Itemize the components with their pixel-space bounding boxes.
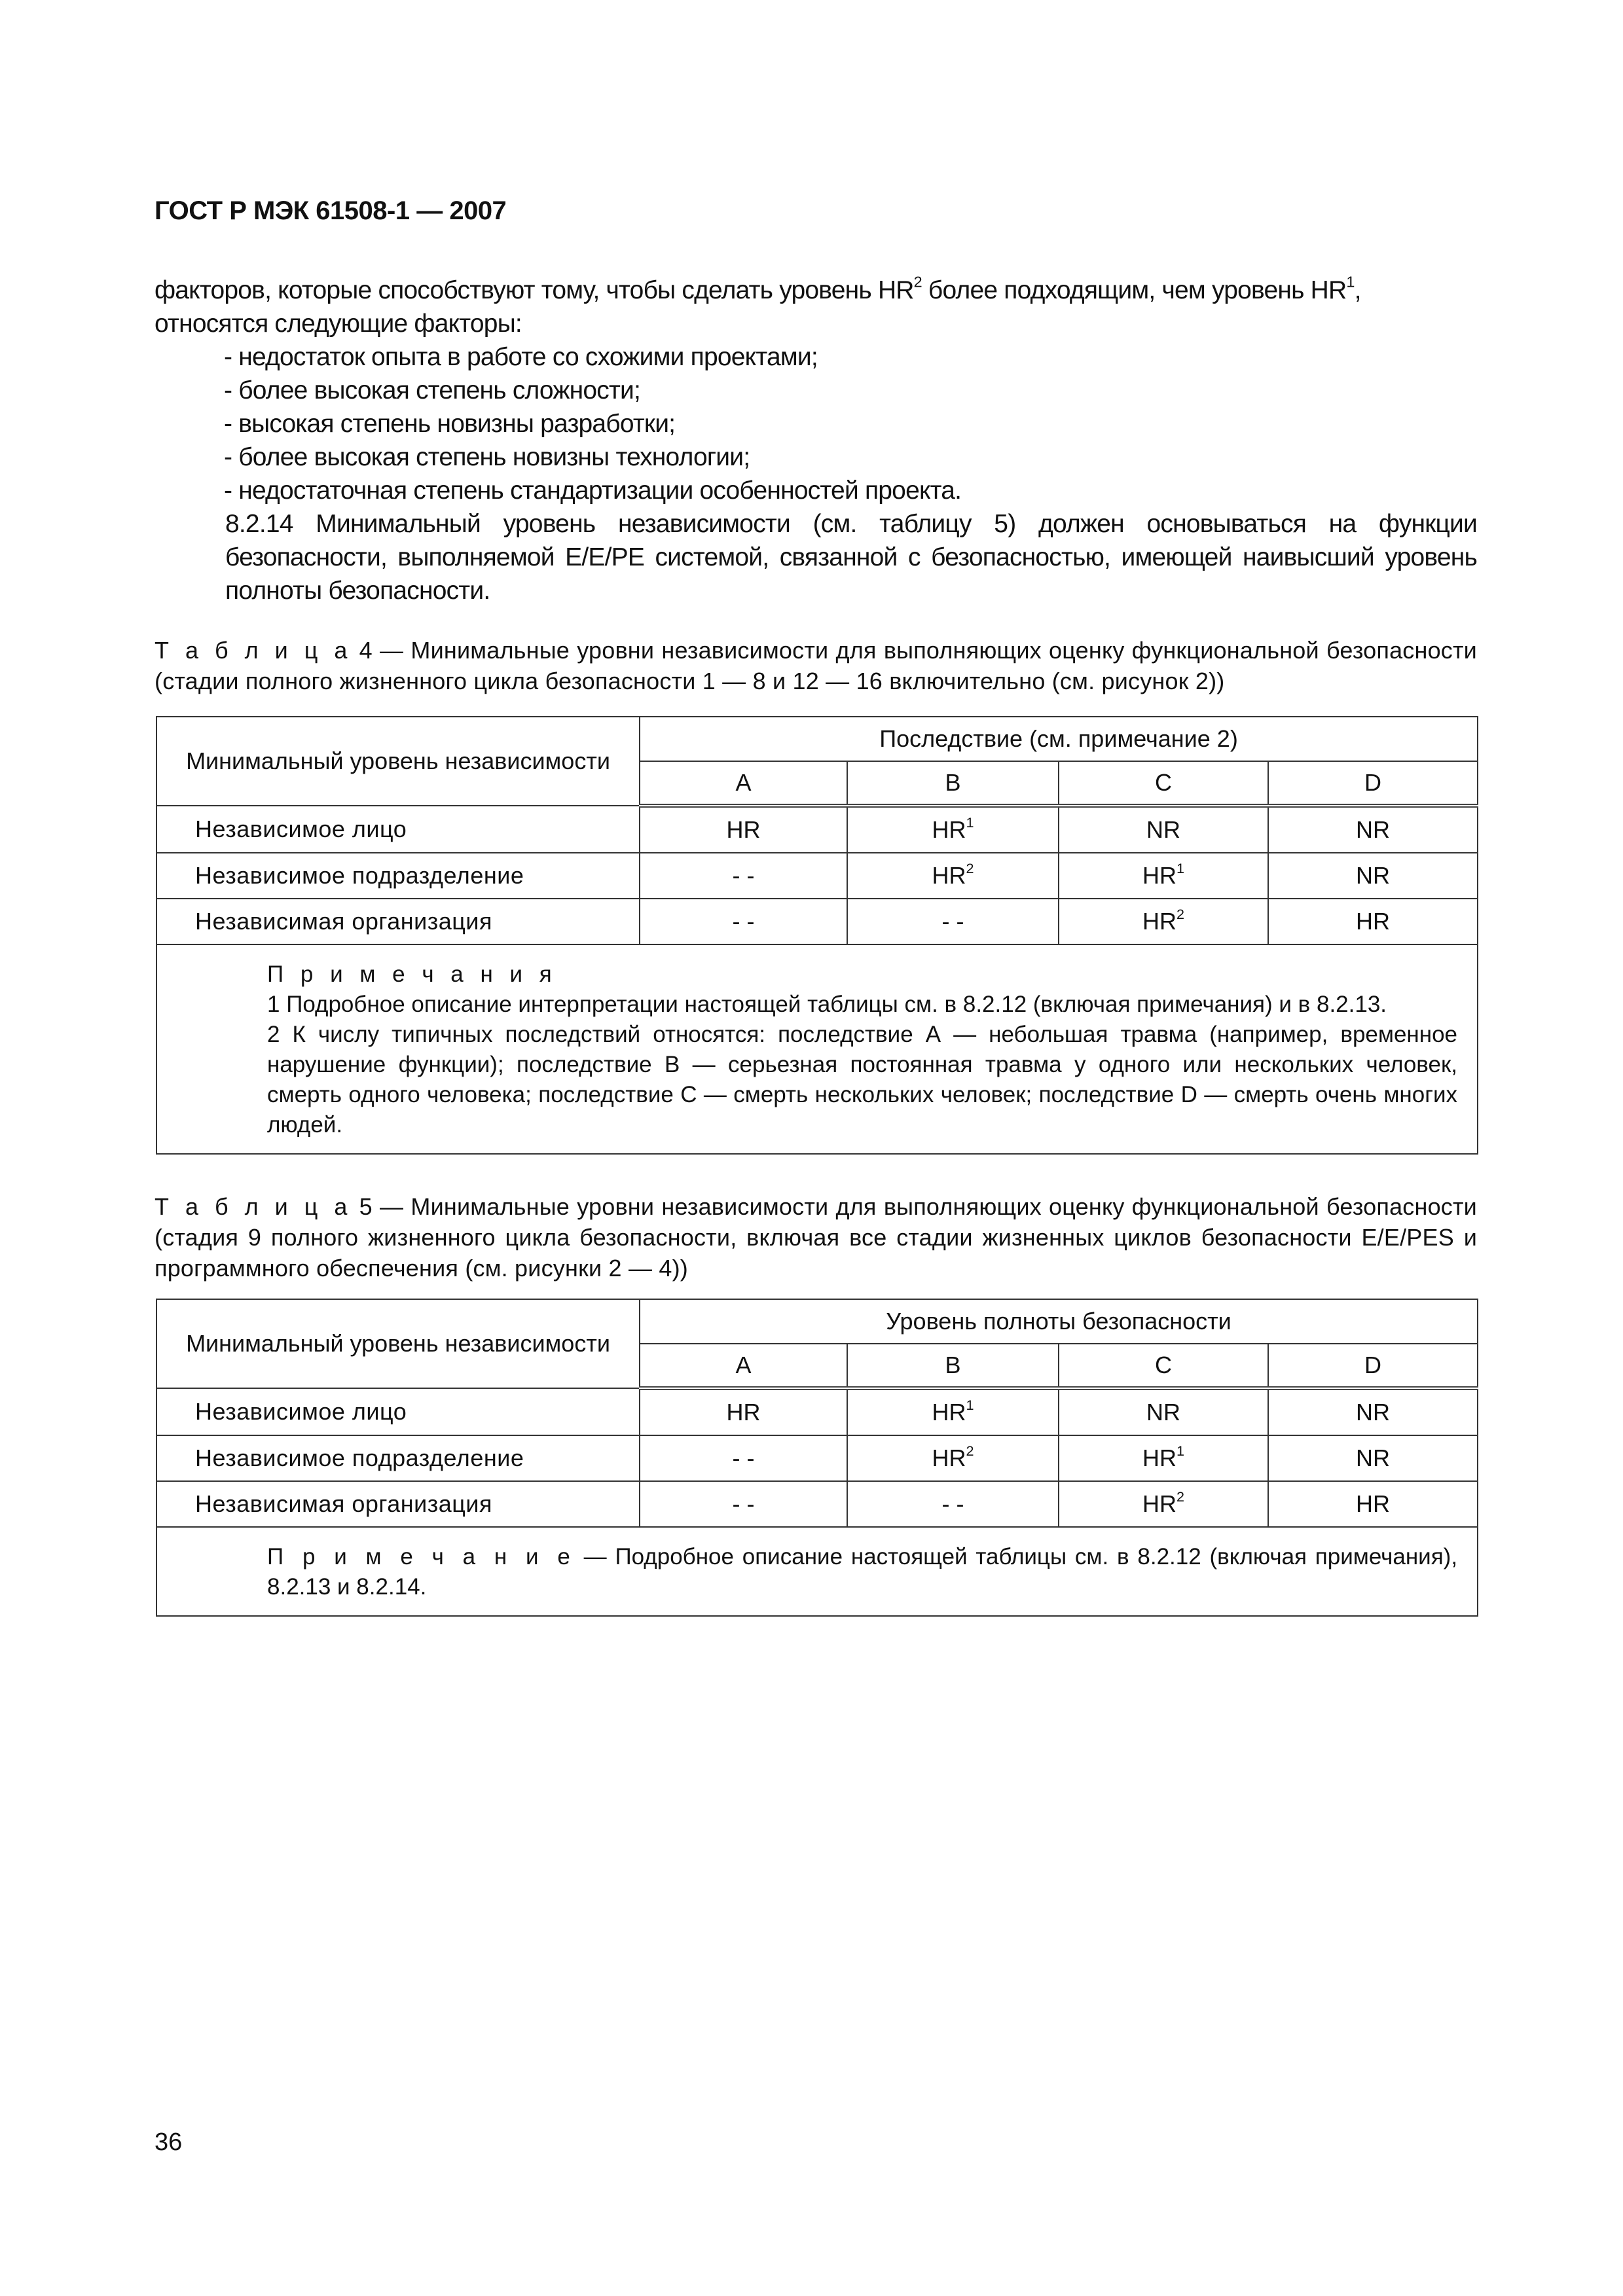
row-label: Независимая организация [156,1481,640,1527]
row-label: Независимое подразделение [156,853,640,899]
table-cell: $HR^2$ [847,1435,1059,1481]
row-label: Независимое подразделение [156,1435,640,1481]
paragraph-8-2-14: 8.2.14 Минимальный уровень независимости (см. таблицу 5) должен основываться на функции безопасности, выполняемой Е/Е/РЕ системой, связанной с безопасностью, имеющей наивысший уровень полноты безопасности. [225,510,1477,605]
table-cell: HR [1268,899,1478,944]
intro-line-1: факторов, которые способствуют тому, чтобы сделать уровень $HR^2$ более подходящим, чем уровень $HR^1$, [155,273,1361,304]
intro-line-2: относятся следующие факторы: [155,310,522,338]
table-5-header-group: Уровень полноты безопасности [640,1299,1478,1344]
table-cell: $HR^2$ [1059,899,1268,944]
list-item: - недостаточная степень стандартизации особенностей проекта. [224,476,962,505]
table-cell: NR [1268,806,1478,853]
table-cell: - - [640,853,847,899]
table-4-header-group: Последствие (см. примечание 2) [640,717,1478,761]
table-cell: NR [1059,1388,1268,1435]
list-item: - недостаток опыта в работе со схожими проектами; [224,343,818,371]
table-cell: HR [1268,1481,1478,1527]
column-header: A [640,761,847,806]
table-row [156,853,1478,899]
note-1: 1 Подробное описание интерпретации настоящей таблицы см. в 8.2.12 (включая примечания) и в 8.2.13. [267,992,1387,1017]
table-row [156,806,1478,853]
intro-text [155,274,1477,607]
table-4-caption: Т а б л и ц а 4 — Минимальные уровни независимости для выполняющих оценку функциональной безопасности (стадии полного жизненного цикла безопасности 1 — 8 и 12 — 16 включительно (см. рисунок 2)) [155,637,1477,694]
list-item: - высокая степень новизны разработки; [224,410,676,438]
table-cell: $HR^2$ [1059,1481,1268,1527]
note-text: П р и м е ч а н и е — Подробное описание настоящей таблицы см. в 8.2.12 (включая примечания), 8.2.13 и 8.2.14. [267,1544,1458,1600]
row-label: Независимое лицо [156,806,640,853]
table-cell: NR [1059,806,1268,853]
table-cell: NR [1268,1388,1478,1435]
table-4-notes [156,944,1478,1154]
page-number: 36 [155,2128,183,2156]
row-label: Независимая организация [156,899,640,944]
row-label: Независимое лицо [156,1388,640,1435]
table-cell: NR [1268,853,1478,899]
table-row [156,899,1478,944]
table-5-header-left: Минимальный уровень независимости [156,1299,640,1388]
table-cell: - - [640,899,847,944]
table-cell: - - [640,1435,847,1481]
table-cell: $HR^1$ [847,806,1059,853]
table-cell: NR [1268,1435,1478,1481]
table-row [156,1481,1478,1527]
table-5-note [156,1527,1478,1616]
table-cell: - - [847,899,1059,944]
list-item: - более высокая степень сложности; [224,376,641,404]
notes-title: П р и м е ч а н и я [267,961,557,987]
table-cell: - - [847,1481,1059,1527]
document-header: ГОСТ Р МЭК 61508-1 — 2007 [155,196,507,225]
table-4 [156,716,1478,1155]
list-item: - более высокая степень новизны технологии; [224,443,750,471]
column-header: D [1268,761,1478,806]
table-cell: $HR^1$ [847,1388,1059,1435]
table-row [156,1435,1478,1481]
table-cell: $HR^1$ [1059,1435,1268,1481]
column-header: C [1059,1344,1268,1388]
table-4-header-left: Минимальный уровень независимости [156,717,640,806]
column-header: B [847,1344,1059,1388]
table-cell: $HR^2$ [847,853,1059,899]
table-5-caption: Т а б л и ц а 5 — Минимальные уровни независимости для выполняющих оценку функциональной безопасности (стадия 9 полного жизненного цикла безопасности, включая все стадии жизненных циклов безопасности Е/Е/PES и программного обеспечения (см. рисунки 2 — 4)) [155,1193,1477,1282]
table-cell: HR [640,1388,847,1435]
table-cell: $HR^1$ [1059,853,1268,899]
column-header: A [640,1344,847,1388]
note-2: 2 К числу типичных последствий относятся: последствие А — небольшая травма (например, временное нарушение функции); последствие В — серьезная постоянная травма у одного или нескольких человек, смерть одного человека; последствие С — смерть нескольких человек; последствие D — смерть очень многих людей. [267,1022,1458,1138]
table-5 [156,1299,1478,1617]
table-row [156,1388,1478,1435]
column-header: C [1059,761,1268,806]
column-header: B [847,761,1059,806]
column-header: D [1268,1344,1478,1388]
table-cell: HR [640,806,847,853]
table-cell: - - [640,1481,847,1527]
